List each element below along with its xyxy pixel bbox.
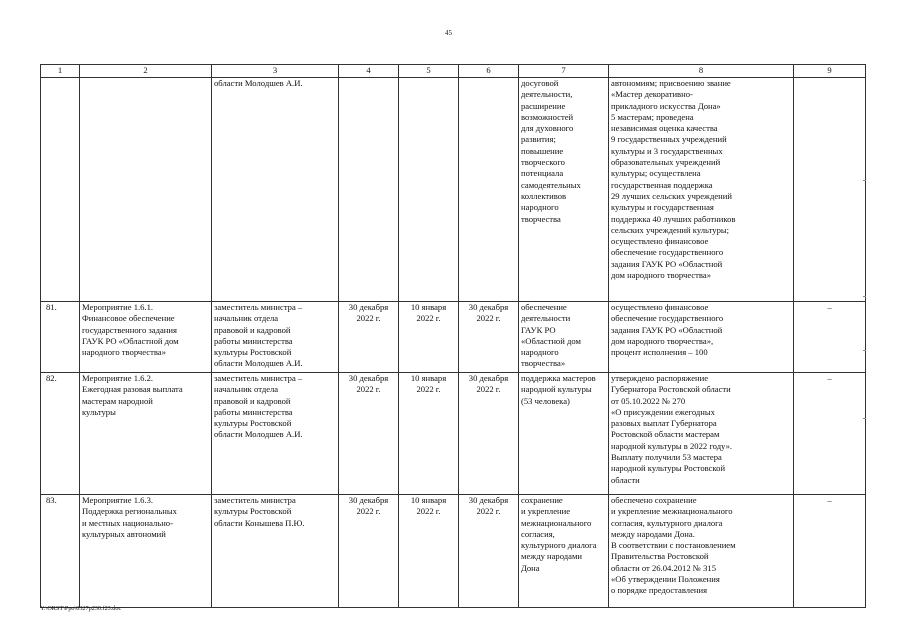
end-date: 30 декабря 2022 г. [459,373,519,495]
end-date: 30 декабря 2022 г. [459,302,519,373]
activity-name: Мероприятие 1.6.1. Финансовое обеспечение государственного задания ГАУК РО «Областной дом народного творчества» [80,302,212,373]
table-row [41,495,866,608]
planned-result: поддержка мастеров народной культуры (53 человека) [519,373,609,495]
activity-name [80,78,212,302]
report-table [40,64,866,608]
row-number: 82. [41,373,80,495]
reasons: – [794,373,866,495]
planned-date: 30 декабря 2022 г. [339,495,399,608]
activity-name: Мероприятие 1.6.3. Поддержка региональных и местных национально- культурных автономий [80,495,212,608]
activity-name: Мероприятие 1.6.2. Ежегодная разовая выплата мастерам народной культуры [80,373,212,495]
scan-mark [863,180,866,181]
scan-mark [863,296,866,297]
footer-file-path: Y:\ORST\Ppo\0327p230.f23.doc [40,605,122,612]
column-number: 8 [609,65,794,78]
row-number: 83. [41,495,80,608]
column-number: 4 [339,65,399,78]
reasons: – [794,302,866,373]
responsible-person: заместитель министра – начальник отдела правовой и кадровой работы министерства культуры Ростовской области Молодшев А.И. [212,302,339,373]
end-date: 30 декабря 2022 г. [459,495,519,608]
start-date [399,78,459,302]
planned-result: обеспечение деятельности ГАУК РО «Областной дом народного творчества» [519,302,609,373]
start-date: 10 января 2022 г. [399,302,459,373]
page-number: 45 [445,29,452,37]
row-number [41,78,80,302]
planned-result: досуговой деятельности, расширение возможностей для духовного развития; повышение творческого потенциала самодеятельных коллективов народного творчества [519,78,609,302]
row-number: 81. [41,302,80,373]
planned-date: 30 декабря 2022 г. [339,373,399,495]
column-number: 3 [212,65,339,78]
table-row [41,302,866,373]
reasons [794,78,866,302]
column-number: 5 [399,65,459,78]
responsible-person: заместитель министра культуры Ростовской области Конышева П.Ю. [212,495,339,608]
start-date: 10 января 2022 г. [399,373,459,495]
column-number: 7 [519,65,609,78]
planned-date: 30 декабря 2022 г. [339,302,399,373]
planned-result: сохранение и укрепление межнационального согласия, культурного диалога между народами Дона [519,495,609,608]
scan-mark [863,418,866,419]
responsible-person: заместитель министра – начальник отдела правовой и кадровой работы министерства культуры Ростовской области Молодшев А.И. [212,373,339,495]
end-date [459,78,519,302]
actual-result: осуществлено финансовое обеспечение государственного задания ГАУК РО «Областной дом народного творчества», процент исполнения – 100 [609,302,794,373]
actual-result: автономиям; присвоению звание «Мастер декоративно- прикладного искусства Дона» 5 мастерам; проведена независимая оценка качества 9 государственных учреждений культуры и 3 государственных образовательных учреждений культуры; осуществлена государственная поддержка 29 лучших сельских учреждений культуры и государственная поддержка 40 лучших работников сельских учреждений культуры; осуществлено финансовое обеспечение государственного задания ГАУК РО «Областной дом народного творчества» [609,78,794,302]
column-number: 9 [794,65,866,78]
planned-date [339,78,399,302]
start-date: 10 января 2022 г. [399,495,459,608]
responsible-person: области Молодшев А.И. [212,78,339,302]
actual-result: обеспечено сохранение и укрепление межнационального согласия, культурного диалога между народами Дона. В соответствии с постановлением Правительства Ростовской области от 26.04.2012 № 315 «Об утверждении Положения о порядке предоставления [609,495,794,608]
column-number: 6 [459,65,519,78]
table-row-continuation [41,78,866,302]
table-row [41,373,866,495]
actual-result: утверждено распоряжение Губернатора Ростовской области от 05.10.2022 № 270 «О присуждении ежегодных разовых выплат Губернатора Ростовской области мастерам народной культуры в 2022 году». Выплату получили 53 мастера народной культуры Ростовской области [609,373,794,495]
reasons: – [794,495,866,608]
column-number: 2 [80,65,212,78]
column-number: 1 [41,65,80,78]
column-number-row [41,65,866,78]
scan-mark [863,350,866,351]
